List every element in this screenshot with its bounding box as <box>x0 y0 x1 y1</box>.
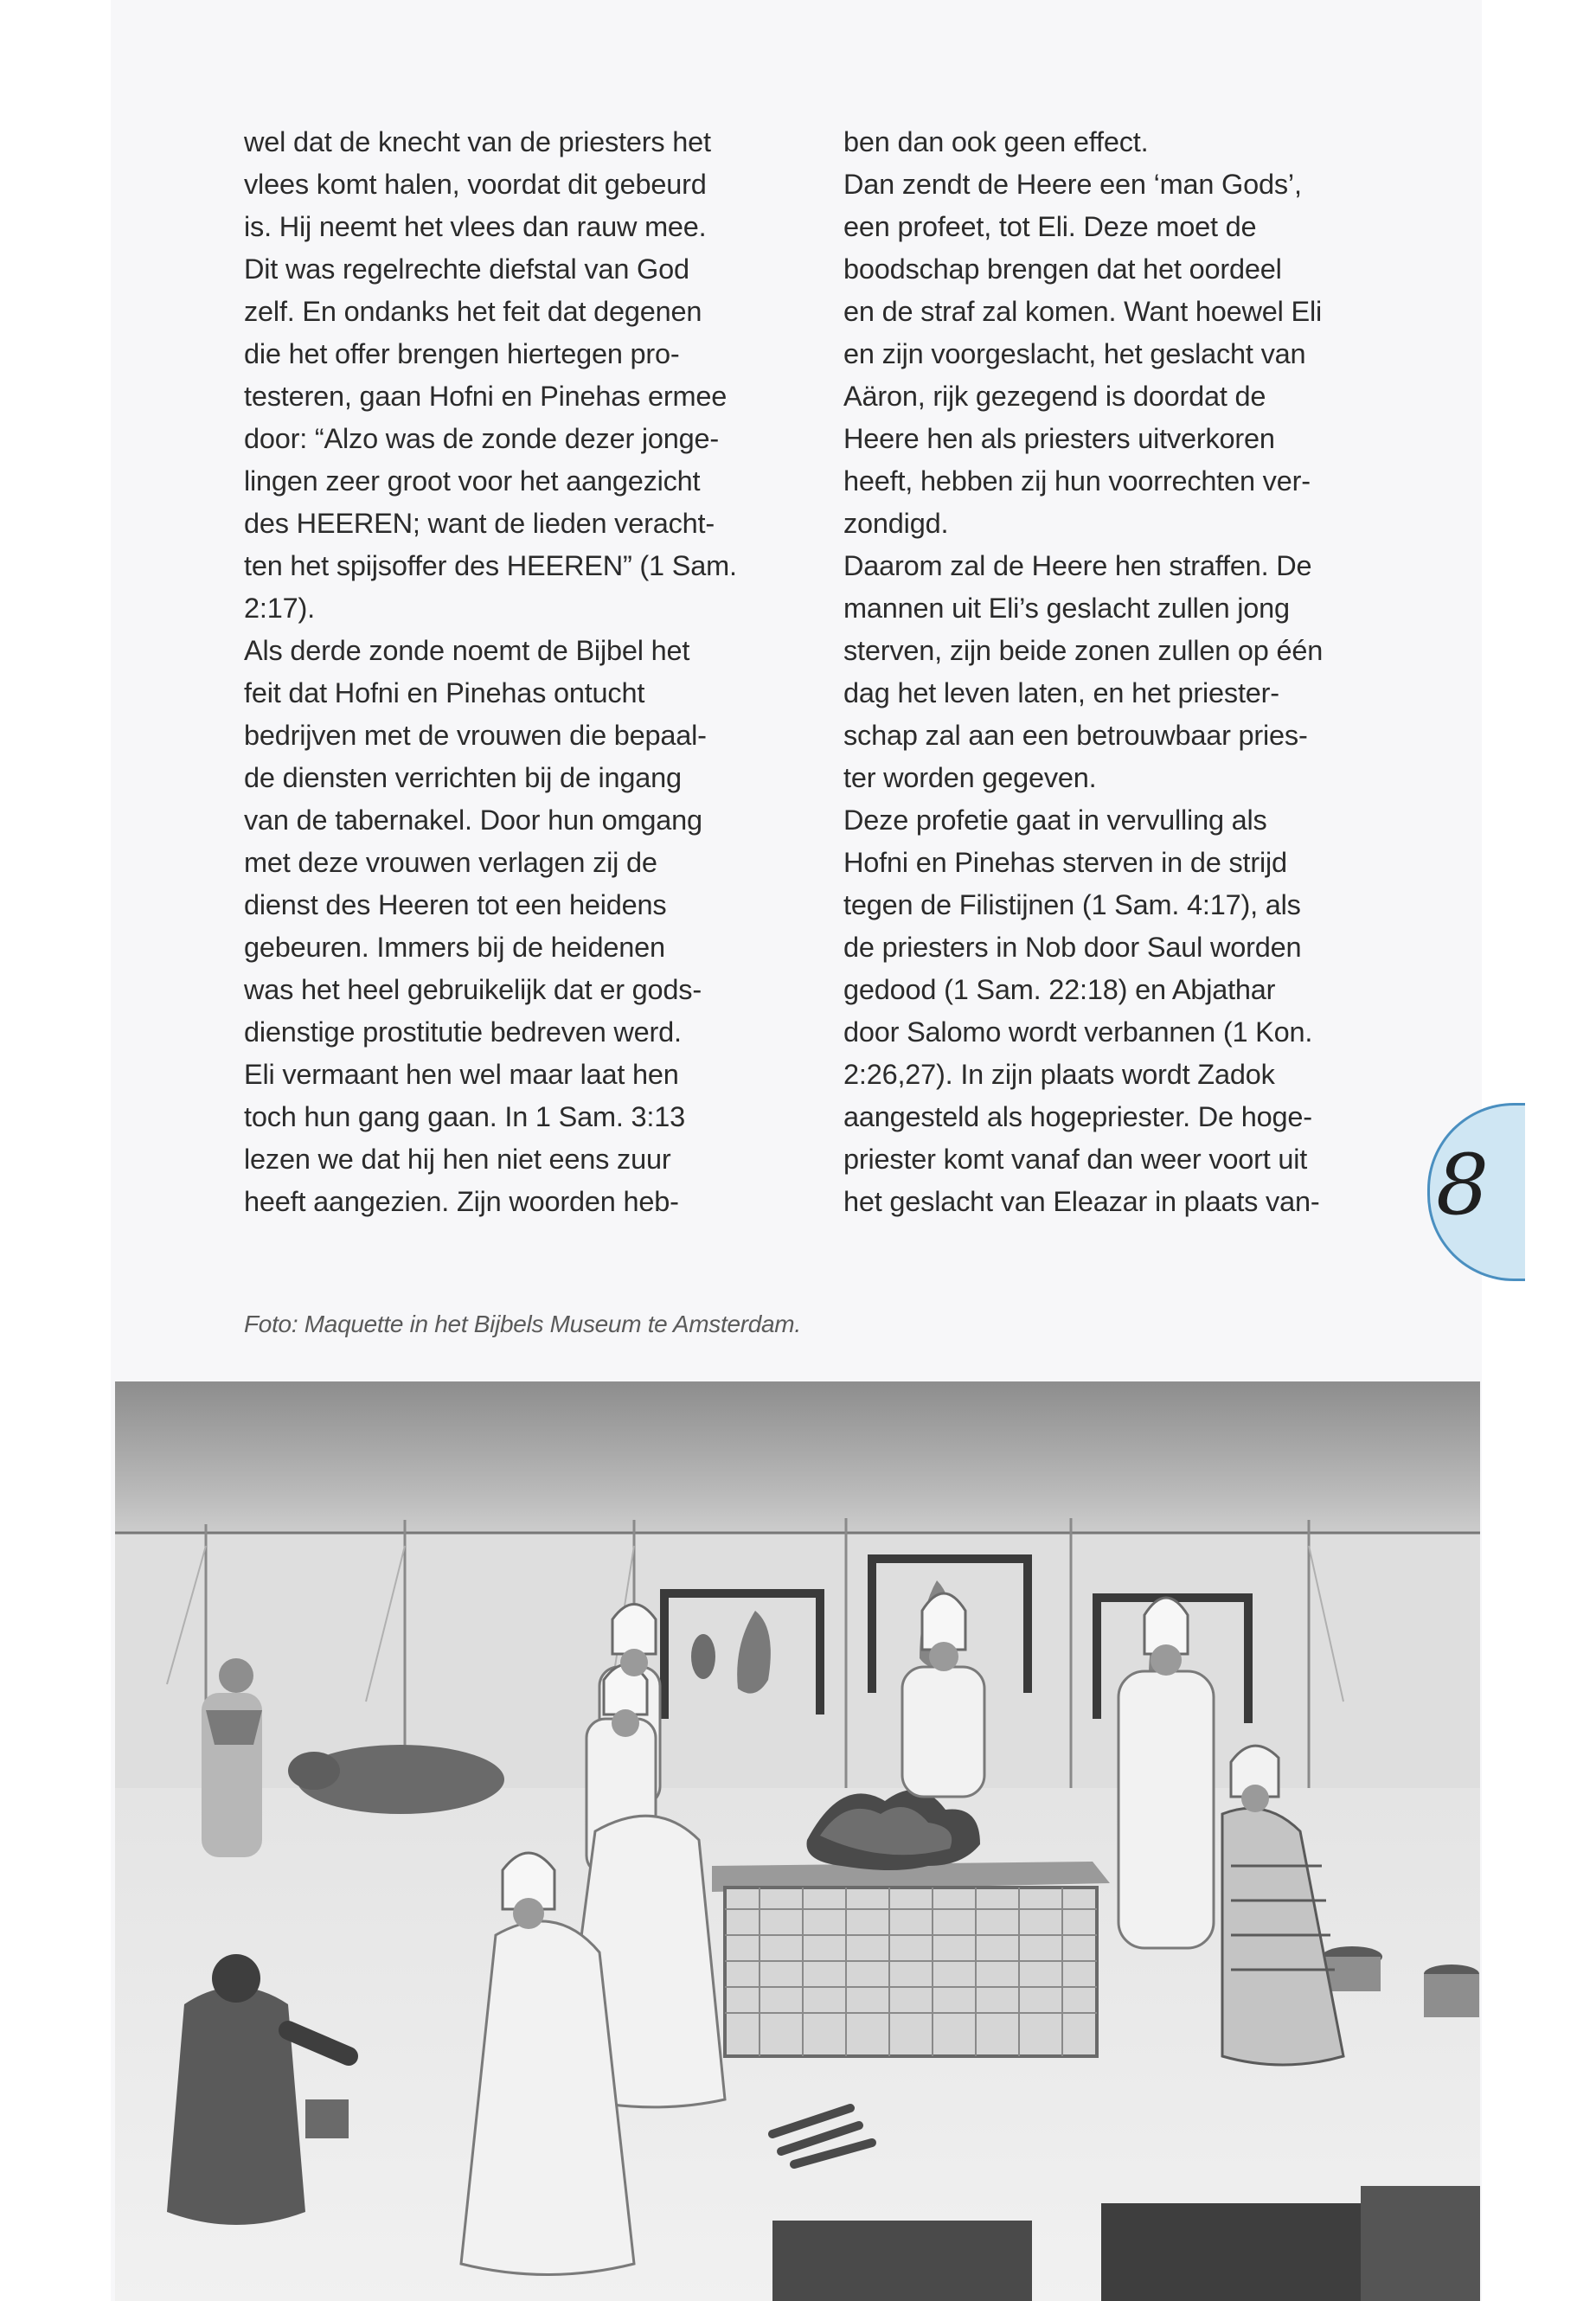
text-line: die het offer brengen hiertegen pro- <box>244 338 680 369</box>
text-line: Heere hen als priesters uitverkoren <box>843 423 1275 454</box>
text-line: testeren, gaan Hofni en Pinehas ermee <box>244 381 727 412</box>
text-line: ben dan ook geen effect. <box>843 126 1149 157</box>
text-line: wel dat de knecht van de priesters het <box>244 126 711 157</box>
text-line: gebeuren. Immers bij de heidenen <box>244 932 665 963</box>
text-line: Dan zendt de Heere een ‘man Gods’, <box>843 169 1302 200</box>
text-line: sterven, zijn beide zonen zullen op één <box>843 635 1324 666</box>
text-line: gedood (1 Sam. 22:18) en Abjathar <box>843 974 1276 1005</box>
text-line: was het heel gebruikelijk dat er gods- <box>244 974 702 1005</box>
text-line: de priesters in Nob door Saul worden <box>843 932 1302 963</box>
text-line: toch hun gang gaan. In 1 Sam. 3:13 <box>244 1101 685 1132</box>
page-edge-left <box>0 0 111 2301</box>
text-line: dag het leven laten, en het priester- <box>843 677 1279 708</box>
text-line: met deze vrouwen verlagen zij de <box>244 847 657 878</box>
text-line: ten het spijsoffer des HEEREN” (1 Sam. <box>244 550 737 581</box>
text-line: Dit was regelrechte diefstal van God <box>244 253 689 285</box>
text-line: tegen de Filistijnen (1 Sam. 4:17), als <box>843 889 1301 920</box>
photo-caption: Foto: Maquette in het Bijbels Museum te Amsterdam. <box>244 1311 801 1337</box>
tabernacle-model-photo <box>115 1381 1480 2301</box>
right-text-column <box>843 121 1388 1223</box>
text-line: boodschap brengen dat het oordeel <box>843 253 1282 285</box>
text-line: zondigd. <box>843 508 949 539</box>
text-line: Deze profetie gaat in vervulling als <box>843 804 1267 836</box>
text-line: dienst des Heeren tot een heidens <box>244 889 667 920</box>
text-line: bedrijven met de vrouwen die bepaal- <box>244 720 707 751</box>
text-line: priester komt vanaf dan weer voort uit <box>843 1144 1308 1175</box>
text-line: feit dat Hofni en Pinehas ontucht <box>244 677 645 708</box>
left-text-column <box>244 121 798 1223</box>
text-line: 2:17). <box>244 593 315 624</box>
text-line: zelf. En ondanks het feit dat degenen <box>244 296 702 327</box>
text-line: schap zal aan een betrouwbaar pries- <box>843 720 1308 751</box>
text-line: heeft aangezien. Zijn woorden heb- <box>244 1186 679 1217</box>
text-line: het geslacht van Eleazar in plaats van- <box>843 1186 1320 1217</box>
text-line: ter worden gegeven. <box>843 762 1097 793</box>
text-line: vlees komt halen, voordat dit gebeurd <box>244 169 707 200</box>
text-line: 2:26,27). In zijn plaats wordt Zadok <box>843 1059 1275 1090</box>
text-line: is. Hij neemt het vlees dan rauw mee. <box>244 211 707 242</box>
text-line: een profeet, tot Eli. Deze moet de <box>843 211 1257 242</box>
text-line: van de tabernakel. Door hun omgang <box>244 804 702 836</box>
text-line: dienstige prostitutie bedreven werd. <box>244 1016 682 1048</box>
text-line: door Salomo wordt verbannen (1 Kon. <box>843 1016 1313 1048</box>
text-line: de diensten verrichten bij de ingang <box>244 762 682 793</box>
text-line: mannen uit Eli’s geslacht zullen jong <box>843 593 1290 624</box>
text-line: lingen zeer groot voor het aangezicht <box>244 465 701 497</box>
text-line: lezen we dat hij hen niet eens zuur <box>244 1144 671 1175</box>
text-line: des HEEREN; want de lieden veracht- <box>244 508 715 539</box>
text-line: heeft, hebben zij hun voorrechten ver- <box>843 465 1311 497</box>
text-line: Aäron, rijk gezegend is doordat de <box>843 381 1266 412</box>
text-line: Hofni en Pinehas sterven in de strijd <box>843 847 1287 878</box>
text-line: Als derde zonde noemt de Bijbel het <box>244 635 690 666</box>
text-line: aangesteld als hogepriester. De hoge- <box>843 1101 1312 1132</box>
chapter-number: 8 <box>1436 1137 1490 1234</box>
text-line: en de straf zal komen. Want hoewel Eli <box>843 296 1322 327</box>
text-line: en zijn voorgeslacht, het geslacht van <box>843 338 1306 369</box>
text-line: door: “Alzo was de zonde dezer jonge- <box>244 423 720 454</box>
text-line: Eli vermaant hen wel maar laat hen <box>244 1059 679 1090</box>
text-line: Daarom zal de Heere hen straffen. De <box>843 550 1312 581</box>
